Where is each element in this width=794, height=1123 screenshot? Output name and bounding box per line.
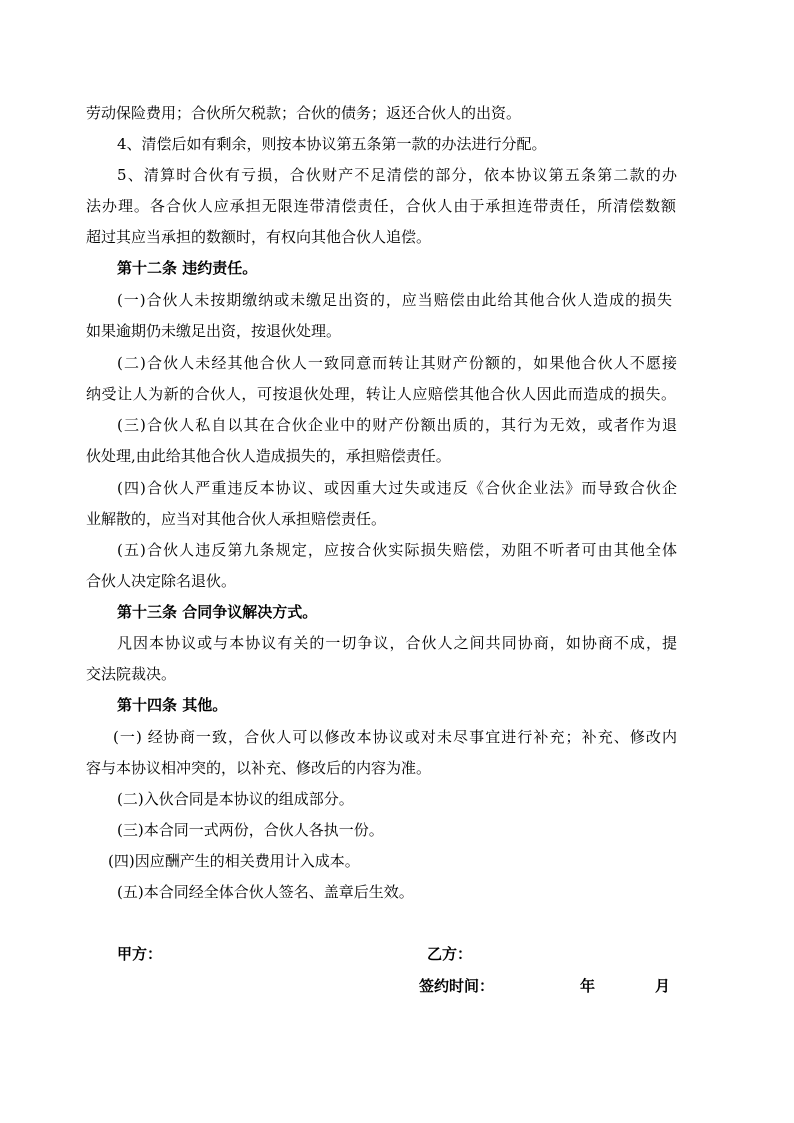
text-line: (四)因应酬产生的相关费用计入成本。 <box>108 852 360 870</box>
text-line: 合伙人决定除名退伙。 <box>86 572 237 590</box>
signing-month-label: 月 <box>655 977 671 995</box>
party-a-label: 甲方： <box>117 945 163 963</box>
signing-date-label: 签约时间： <box>419 977 495 995</box>
party-b-label: 乙方： <box>427 945 473 963</box>
text-line: 劳动保险费用；合伙所欠税款；合伙的债务；返还合伙人的出资。 <box>86 104 522 122</box>
text-line: 4、清偿后如有剩余，则按本协议第五条第一款的办法进行分配。 <box>117 135 547 153</box>
text-line: 纳受让人为新的合伙人，可按退伙处理，转让人应赔偿其他合伙人因此而造成的损失。 <box>86 385 676 403</box>
text-line: 伙处理,由此给其他合伙人造成损失的，承担赔偿责任。 <box>86 447 451 465</box>
section-heading: 第十三条 合同争议解决方式。 <box>117 603 318 621</box>
text-line: 5、清算时合伙有亏损，合伙财产不足清偿的部分，依本协议第五条第二款的办 <box>117 166 677 184</box>
text-line: (四)合伙人严重违反本协议、或因重大过失或违反《合伙企业法》而导致合伙企 <box>117 479 677 497</box>
text-line: (二)合伙人未经其他合伙人一致同意而转让其财产份额的，如果他合伙人不愿接 <box>117 354 677 372</box>
text-line: 交法院裁决。 <box>86 665 177 683</box>
text-line: 法办理。各合伙人应承担无限连带清偿责任，合伙人由于承担连带责任，所清偿数额 <box>86 197 676 215</box>
section-heading: 第十二条 违约责任。 <box>117 259 258 277</box>
section-heading: 第十四条 其他。 <box>117 696 228 714</box>
text-line: (三)本合同一式两份，合伙人各执一份。 <box>117 821 384 839</box>
text-line: (二)入伙合同是本协议的组成部分。 <box>117 790 354 808</box>
text-line: 超过其应当承担的数额时，有权向其他合伙人追偿。 <box>86 228 432 246</box>
text-line: 凡因本协议或与本协议有关的一切争议，合伙人之间共同协商，如协商不成，提 <box>117 634 677 652</box>
text-line: (三)合伙人私自以其在合伙企业中的财产份额出质的，其行为无效，或者作为退 <box>117 416 677 434</box>
signing-year-label: 年 <box>580 977 596 995</box>
text-line: (五)本合同经全体合伙人签名、盖章后生效。 <box>117 883 414 901</box>
text-line: 如果逾期仍未缴足出资，按退伙处理。 <box>86 322 342 340</box>
text-line: (一)合伙人未按期缴纳或未缴足出资的，应当赔偿由此给其他合伙人造成的损失 <box>117 291 672 309</box>
text-line: 容与本协议相冲突的，以补充、修改后的内容为准。 <box>86 759 432 777</box>
text-line: (一) 经协商一致，合伙人可以修改本协议或对未尽事宜进行补充；补充、修改内 <box>113 728 677 746</box>
text-line: 业解散的，应当对其他合伙人承担赔偿责任。 <box>86 510 387 528</box>
text-line: (五)合伙人违反第九条规定，应按合伙实际损失赔偿，劝阻不听者可由其他全体 <box>117 541 677 559</box>
